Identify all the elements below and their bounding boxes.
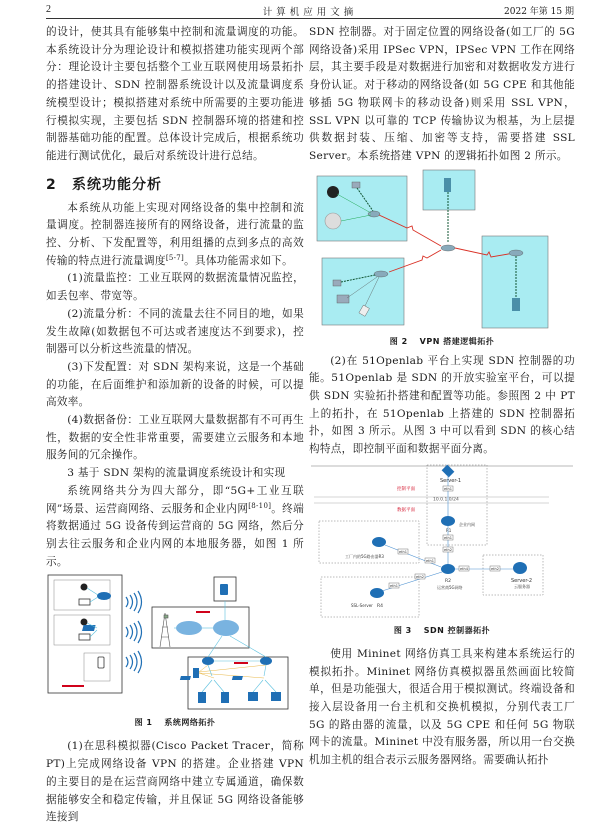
paragraph-text: 。具体功能需求如下。 — [184, 254, 294, 267]
list-item-config-push: (3)下发配置：对 SDN 架构来说，这是一个基础的功能，在后面维护和添加新的设备的时候，可以提高效率。 — [46, 360, 304, 409]
laptop-icon — [248, 692, 258, 701]
r1-desc: 企业内网 — [459, 521, 475, 527]
section-heading-3: 3 基于 SDN 架构的流量调度系统设计和实现 — [67, 467, 286, 480]
pc-icon — [333, 280, 341, 286]
figure-title: 系统网络拓扑 — [164, 718, 216, 728]
cloud-zone — [483, 555, 543, 595]
router-icon — [509, 250, 523, 256]
figure-number: 图 3 — [393, 625, 412, 635]
citation: [8-10] — [248, 501, 272, 510]
figure-title: VPN 搭建逻辑拓扑 — [419, 336, 495, 346]
laptop-icon — [337, 295, 349, 303]
subnet-label: 10.0.1.0/24 — [433, 497, 459, 503]
port-label: eth1 — [390, 583, 398, 588]
router-r2-icon — [441, 564, 455, 574]
router-r4-icon — [370, 588, 384, 598]
paragraph-openlab: (2)在 51Openlab 平台上实现 SDN 控制器的功能。51Openlab 是 SDN 的开放实验室平台，可以提供 SDN 实验拓扑搭建和配置等功能。参照图 2 中 PT 上的拓扑，在 51Openlab 上搭建的 SDN 控制器拓扑，如图 3 所示。从图 3 中可以看到 SDN 的核心结构特点，即控制平面和数据平面分离。 — [309, 354, 575, 456]
r2-desc: 运营商5G网络 — [437, 584, 463, 590]
core-router-icon — [441, 245, 455, 251]
paragraph-text: 本系统从功能上实现对网络设备的集中控制和流量调度。控制器连接所有的网络设备，进行流量的监控、分析、下发配置等，利用组播的点到多点的高效传输的特点进行流量调度 — [46, 201, 304, 267]
r3-label: 工厂内的5G路由器R3 — [345, 553, 384, 559]
citation: [5-7] — [165, 253, 185, 262]
router-icon — [368, 211, 380, 217]
router-icon — [260, 657, 272, 665]
enterprise-area — [482, 236, 548, 328]
wireless-signal-icon — [126, 591, 142, 673]
paragraph-text: 系统网络共分为四大部分，即“5G+工业互联网”场景、运营商网络、云服务和企业内网 — [46, 484, 304, 515]
phone-icon — [98, 657, 104, 668]
paragraph-sec3 — [46, 483, 304, 572]
cloud-internet-icon — [213, 620, 239, 636]
camera-icon — [327, 186, 339, 198]
port-label: eth1 — [444, 486, 452, 491]
paragraph-text: 。终端将数据通过 5G 设备传到运营商的 5G 网络，然后分别去往云服务和企业内网的本地服务器，如图 1 所示。 — [46, 502, 304, 568]
port-label: eth1 — [426, 558, 434, 563]
controller-icon — [193, 668, 199, 678]
figure-1 — [46, 575, 304, 711]
figure-3 — [309, 465, 575, 621]
paragraph-intro: 的设计，使其具有能够集中控制和流量调度的功能。本系统设计分为理论设计和模拟搭建功能实现两个部分：理论设计主要包括整个工业互联网使用场景拓扑的搭建设计、SDN 控制器系统设计以及流量调度系统模型设计；模拟搭建对系统中所需要的主要功能进行模拟实现，主要包括 SDN 控制器环境的搭建和控制器基础功能的配置。总体设计完成后，根据系统功能进行测试优化，最后对系统设计进行总结。 — [46, 26, 304, 162]
section-title: 系统功能分析 — [72, 176, 162, 193]
left-column — [46, 24, 304, 827]
sensor-icon — [325, 213, 341, 229]
pc-icon — [352, 182, 360, 188]
figure-title: SDN 控制器拓扑 — [423, 625, 491, 635]
cpe-icon — [82, 625, 96, 631]
data-plane-label: 数据平面 — [397, 507, 415, 513]
cloud-server-icon — [513, 562, 527, 574]
mobile-box — [84, 653, 110, 681]
sdn-controller-topology — [309, 465, 575, 621]
port-label: eth2 — [444, 547, 452, 552]
figure-number: 图 1 — [134, 718, 153, 728]
factory-area — [317, 176, 407, 241]
router-icon — [202, 657, 214, 665]
header-rule — [46, 18, 574, 19]
section-number: 2 — [46, 176, 57, 193]
list-item-data-backup: (4)数据备份：工业互联网大量数据都有不可再生性，数据的安全性非常重要，需要建立云服务和本地服务间的冗余操作。 — [46, 414, 304, 462]
server2-label: Server-2 — [511, 577, 533, 584]
port-label: eth1 — [444, 535, 452, 540]
control-plane-label: 控制平面 — [397, 486, 415, 492]
list-item-traffic-analysis: (2)流量分析：不同的流量去往不同目的地，如果发生故障(如数据包不可达或者速度达不到要求)，控制器可以分析这些流量的情况。 — [46, 307, 304, 356]
network-topology-diagram — [46, 575, 304, 711]
switch-icon — [232, 676, 243, 680]
paragraph-sec2 — [46, 200, 304, 271]
port-label: eth2 — [491, 566, 499, 571]
server1-label: Server-1 — [440, 477, 462, 484]
figure-number: 图 2 — [389, 336, 408, 346]
paragraph-mininet: 使用 Mininet 网络仿真工具来构建本系统运行的模拟拓扑。Mininet 网络仿真模拟器虽然画面比较简单，但是功能强大，很适合用于模拟测试。终端设备和接入层设备用一台主机和交换机模拟，分别代表工厂 5G 的路由器的流量，以及 5G CPE 和任何 5G 物联网卡的流量。Mininet 中没有服务器，所以用一台交换机加主机的组合表示云服务器网络。需要确认拓扑 — [309, 647, 575, 767]
figure-2 — [309, 170, 575, 330]
cloud-5gc-icon — [176, 621, 202, 635]
r4-desc: SSL-Server — [351, 602, 373, 608]
journal-title: 计算机应用文摘 — [262, 7, 358, 18]
running-header — [46, 3, 574, 19]
port-label: eth2 — [416, 574, 424, 579]
laptop-icon — [271, 692, 281, 701]
figure-2-caption — [309, 336, 575, 347]
paragraph-vpn: SDN 控制器。对于固定位置的网络设备(如工厂的 5G 网络设备)采用 IPSec VPN，IPSec VPN 工作在网络层，其主要手段是对数据进行加密和对数据收发方进行身份认证。对于移动的网络设备(如 5G CPE 和其他能够插 5G 物联网卡的移动设备)则采用 SSL VPN，SSL VPN 以可靠的 TCP 传输协议为根基，为上层提供数据封装、压缩、加密等支持，需要搭建 SSL Server。本系统搭建 VPN 的逻辑拓扑如图 2 所示。 — [309, 26, 575, 162]
figure-1-caption — [46, 717, 304, 728]
router-5g-icon — [97, 592, 111, 600]
port-label: eth1 — [399, 549, 407, 554]
r1-label: R1 — [446, 527, 452, 533]
right-column — [309, 24, 575, 770]
server-icon — [221, 692, 229, 703]
r2-label: R2 — [445, 578, 451, 584]
port-label: eth4 — [460, 566, 468, 571]
server-icon — [198, 692, 206, 703]
server-icon — [220, 584, 228, 595]
vpn-topology-diagram — [309, 170, 575, 330]
router-r1-icon — [441, 516, 455, 526]
switch-icon — [180, 676, 191, 680]
router-r3-icon — [372, 537, 386, 547]
paragraph-packet-tracer: (1)在思科模拟器(Cisco Packet Tracer，简称 PT)上完成网络设备 VPN 的搭建。企业搭建 VPN 的主要目的是在运营商网络中建立专属通道，确保数据能够安全和稳定传输，并且保证 5G 网络设备能够连接到 — [46, 740, 304, 824]
enterprise-zone — [427, 465, 487, 545]
server-icon — [512, 298, 520, 311]
section-heading-2 — [46, 174, 304, 194]
issue-number: 2022 年第 15 期 — [504, 7, 574, 17]
router-icon — [374, 271, 388, 277]
server2-desc: 云服务器 — [514, 583, 530, 589]
r4-label: R4 — [377, 603, 383, 609]
scene-label — [62, 685, 84, 687]
page-number: 2 — [46, 4, 51, 15]
list-item-traffic-monitor: (1)流量监控：工业互联网的数据流量情况监控，如丢包率、带宽等。 — [46, 272, 304, 303]
ssl-zone — [321, 577, 419, 617]
server-icon — [444, 178, 451, 192]
figure-3-caption — [309, 625, 575, 636]
